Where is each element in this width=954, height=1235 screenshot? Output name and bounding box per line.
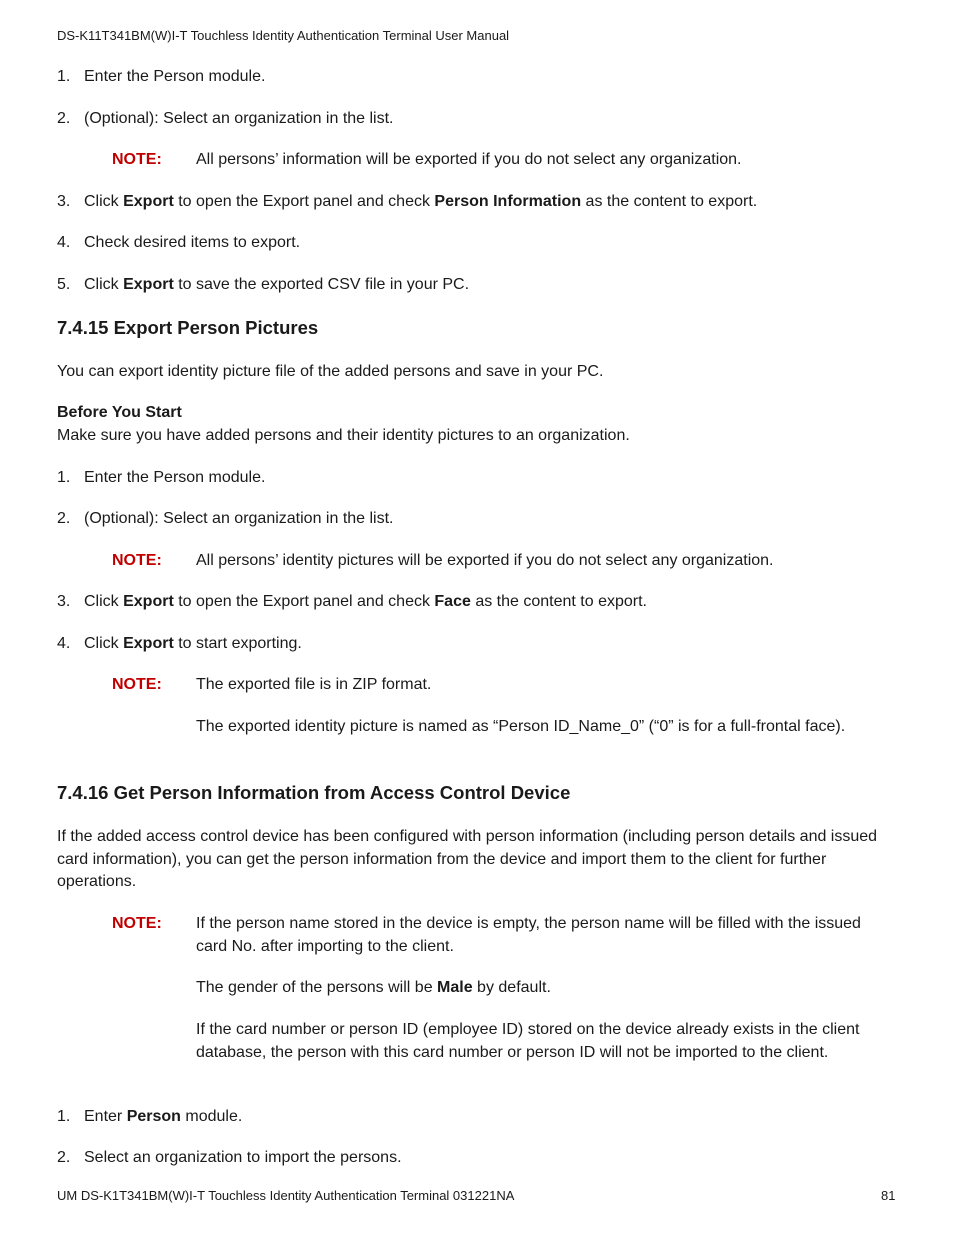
step-number: 1. — [57, 68, 71, 85]
step-text: Enter the Person module. — [84, 469, 266, 486]
step-number: 1. — [57, 469, 71, 486]
note-label: NOTE: — [112, 676, 162, 693]
step-number: 5. — [57, 276, 71, 293]
step-text: Click Export to start exporting. — [84, 635, 302, 652]
page-footer: UM DS-K1T341BM(W)I-T Touchless Identity Authentication Terminal 031221NA — [57, 1188, 515, 1203]
before-you-start-text: Make sure you have added persons and their identity pictures to an organization. — [57, 427, 630, 444]
step-text: (Optional): Select an organization in the list. — [84, 110, 394, 127]
step-number: 4. — [57, 234, 71, 251]
page-number: 81 — [881, 1188, 896, 1203]
note-text: All persons’ information will be exported if you do not select any organization. — [196, 151, 742, 168]
note-text: If the person name stored in the device is empty, the person name will be filled with the issued card No. after importing to the client. — [196, 915, 861, 955]
step-text: Click Export to save the exported CSV file in your PC. — [84, 276, 470, 293]
step-number: 1. — [57, 1108, 71, 1125]
step-text: (Optional): Select an organization in the list. — [84, 510, 394, 527]
step-number: 4. — [57, 635, 71, 652]
before-you-start-title: Before You Start — [57, 404, 182, 421]
step-number: 2. — [57, 1149, 71, 1166]
step-text: Enter Person module. — [84, 1108, 243, 1125]
step-text: Click Export to open the Export panel and check Person Information as the content to export. — [84, 193, 758, 210]
step-text: Click Export to open the Export panel and check Face as the content to export. — [84, 593, 647, 610]
step-text: Select an organization to import the persons. — [84, 1149, 402, 1166]
step-number: 2. — [57, 110, 71, 127]
section-heading: 7.4.15 Export Person Pictures — [57, 317, 319, 338]
page-header: DS-K11T341BM(W)I-T Touchless Identity Authentication Terminal User Manual — [57, 28, 510, 43]
note-label: NOTE: — [112, 151, 162, 168]
section-intro: You can export identity picture file of the added persons and save in your PC. — [57, 363, 604, 380]
section-heading: 7.4.16 Get Person Information from Access Control Device — [57, 782, 571, 803]
step-text: Enter the Person module. — [84, 68, 266, 85]
note-label: NOTE: — [112, 915, 162, 932]
step-number: 2. — [57, 510, 71, 527]
step-text: Check desired items to export. — [84, 234, 301, 251]
note-text: The exported identity picture is named as “Person ID_Name_0” (“0” is for a full-frontal face). — [196, 718, 846, 735]
note-text: The gender of the persons will be Male by default. — [196, 979, 551, 996]
step-number: 3. — [57, 193, 71, 210]
section-intro: If the added access control device has been configured with person information (including person details and issued card information), you can get the person information from the device and import them to the client for further operations. — [57, 828, 878, 890]
note-label: NOTE: — [112, 552, 162, 569]
step-number: 3. — [57, 593, 71, 610]
note-text: All persons’ identity pictures will be exported if you do not select any organization. — [196, 552, 774, 569]
note-text: The exported file is in ZIP format. — [196, 676, 432, 693]
note-text: If the card number or person ID (employee ID) stored on the device already exists in the client database, the person with this card number or person ID will not be imported to the client. — [196, 1021, 860, 1061]
